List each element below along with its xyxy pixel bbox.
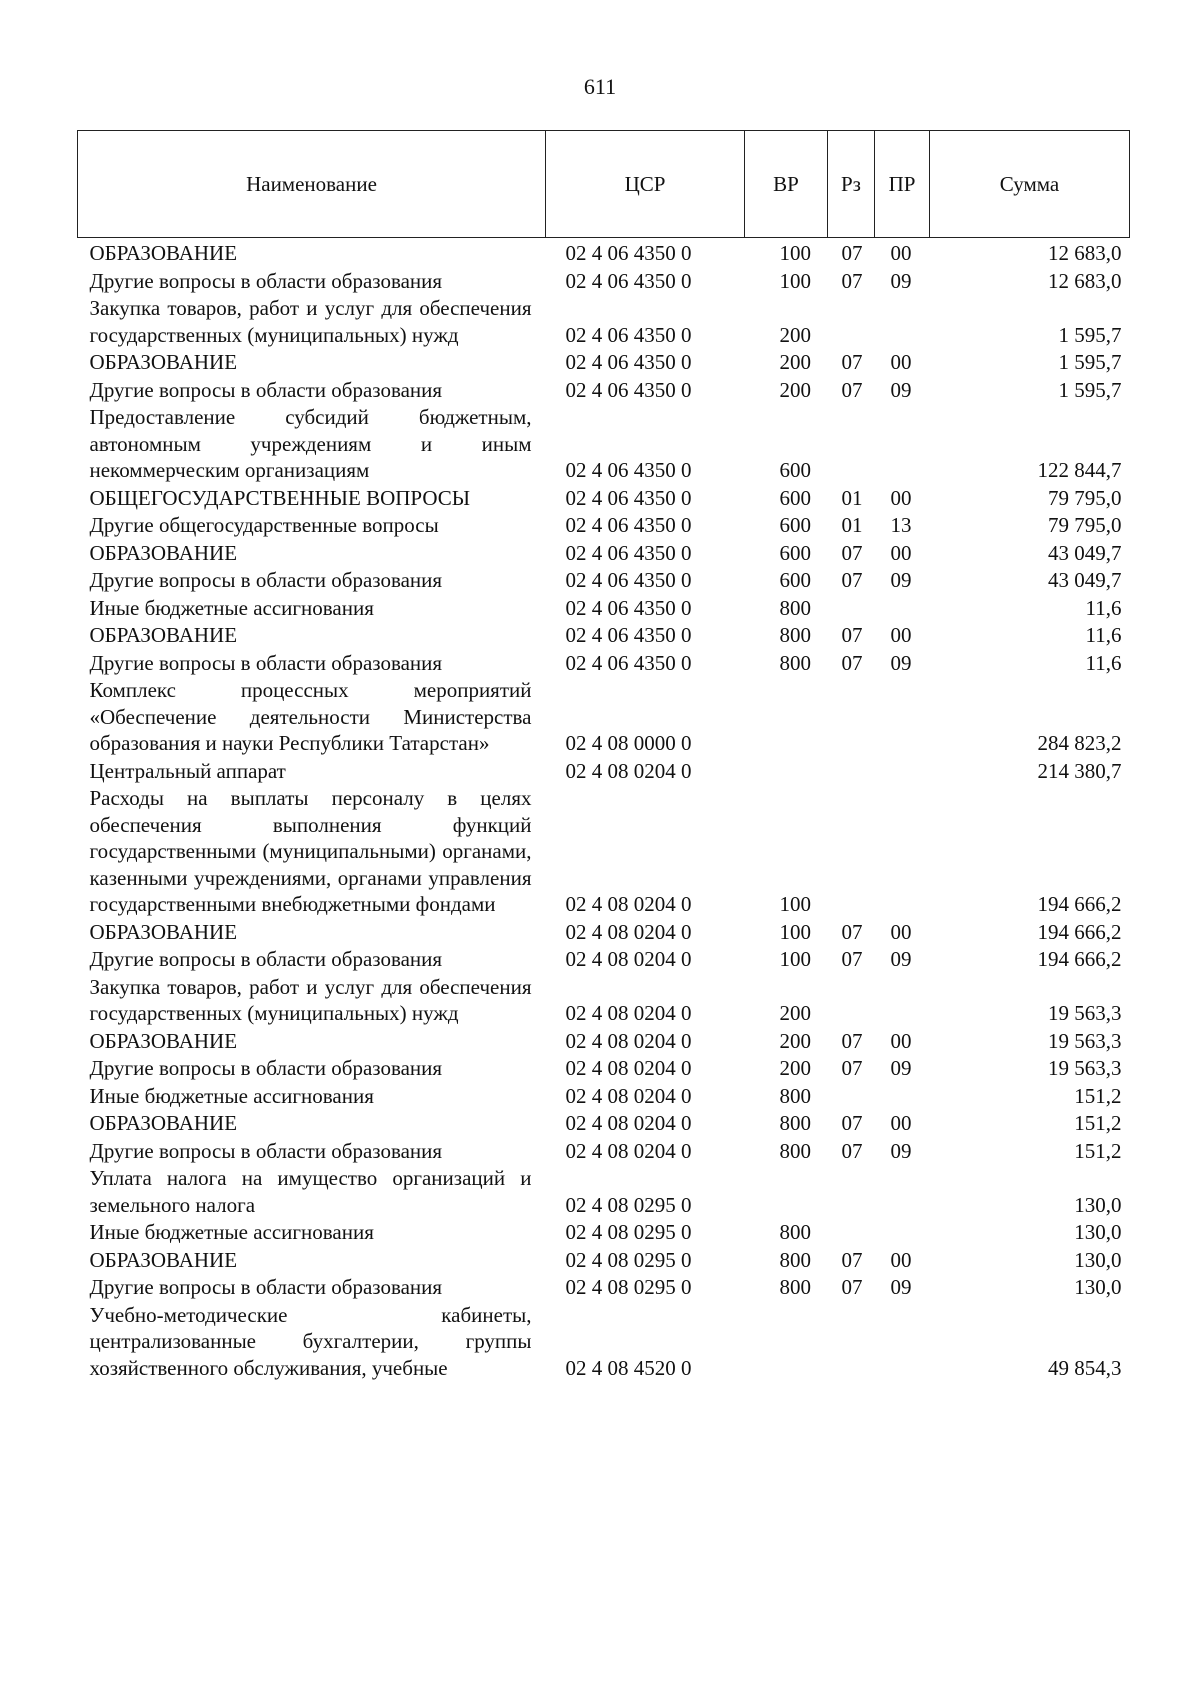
- cell-sum: 12 683,0: [1048, 241, 1122, 265]
- cell-vr: 600: [779, 458, 811, 482]
- cell-sum: 1 595,7: [1058, 322, 1122, 347]
- cell-name: Расходы на выплаты персоналу в целях обеспечения выполнения функций государственными (муниципальными) органами, казенными учреждениями, органами управления государственными внебюджетными фондами: [89, 786, 532, 916]
- cell-csr: 02 4 08 0204 0: [565, 1001, 692, 1025]
- table-row: [78, 404, 1130, 485]
- cell-vr: 800: [779, 1138, 811, 1163]
- table-row: [78, 1274, 1130, 1302]
- cell-pr: 09: [890, 268, 912, 293]
- table-row: [78, 512, 1130, 540]
- cell-pr: [875, 1083, 930, 1111]
- cell-name: ОБРАЗОВАНИЕ: [89, 350, 238, 374]
- header-pr: ПР: [875, 131, 930, 238]
- cell-vr: 100: [779, 268, 811, 293]
- cell-sum: 49 854,3: [1048, 1355, 1122, 1380]
- table-row: [78, 919, 1130, 947]
- cell-pr: [875, 1165, 930, 1219]
- cell-rz: [828, 295, 875, 349]
- cell-csr: 02 4 06 4350 0: [565, 458, 692, 482]
- cell-name: Другие вопросы в области образования: [89, 377, 443, 402]
- cell-vr: 800: [779, 650, 811, 675]
- cell-name: ОБРАЗОВАНИЕ: [89, 919, 238, 944]
- cell-csr: 02 4 08 0000 0: [565, 731, 692, 755]
- cell-rz: 01: [841, 513, 863, 537]
- cell-name: Другие вопросы в области образования: [89, 1056, 443, 1080]
- cell-rz: 07: [841, 540, 863, 565]
- cell-name: Закупка товаров, работ и услуг для обеспечения государственных (муниципальных) нужд: [89, 296, 532, 347]
- cell-name: Комплекс процессных мероприятий «Обеспечение деятельности Министерства образования и науки Республики Татарстан»: [89, 678, 532, 755]
- cell-vr: 100: [779, 892, 811, 916]
- cell-csr: 02 4 08 0204 0: [565, 1138, 692, 1163]
- cell-csr: 02 4 08 4520 0: [565, 1355, 692, 1380]
- cell-csr: 02 4 08 0204 0: [565, 758, 692, 783]
- cell-sum: 194 666,2: [1037, 947, 1122, 971]
- cell-name: Иные бюджетные ассигнования: [89, 595, 374, 620]
- cell-sum: 122 844,7: [1037, 458, 1122, 482]
- table-row: [78, 1219, 1130, 1247]
- cell-pr: [875, 758, 930, 786]
- cell-rz: [828, 974, 875, 1028]
- cell-pr: 00: [890, 1247, 912, 1272]
- cell-csr: 02 4 08 0204 0: [565, 892, 692, 916]
- cell-vr: 200: [779, 377, 811, 402]
- table-row: [78, 1165, 1130, 1219]
- cell-vr: [745, 1302, 828, 1383]
- cell-sum: 284 823,2: [1037, 731, 1122, 755]
- cell-sum: 130,0: [1074, 1247, 1122, 1272]
- cell-name: Учебно-методические кабинеты, централизованные бухгалтерии, группы хозяйственного обслуживания, учебные: [89, 1302, 532, 1380]
- cell-pr: 00: [890, 241, 912, 265]
- cell-csr: 02 4 08 0295 0: [565, 1275, 692, 1299]
- cell-pr: 09: [890, 650, 912, 675]
- cell-rz: 07: [841, 650, 863, 675]
- cell-csr: 02 4 06 4350 0: [565, 513, 692, 537]
- cell-vr: 100: [779, 947, 811, 971]
- cell-name: Другие вопросы в области образования: [89, 568, 443, 592]
- cell-pr: [875, 785, 930, 919]
- cell-rz: 07: [841, 241, 863, 265]
- cell-name: ОБЩЕГОСУДАРСТВЕННЫЕ ВОПРОСЫ: [89, 485, 471, 510]
- cell-sum: 12 683,0: [1048, 268, 1122, 293]
- cell-sum: 130,0: [1074, 1192, 1122, 1217]
- cell-name: Иные бюджетные ассигнования: [89, 1220, 374, 1244]
- cell-pr: [875, 1302, 930, 1383]
- cell-vr: [745, 677, 828, 758]
- cell-pr: 00: [890, 485, 912, 510]
- cell-csr: 02 4 08 0295 0: [565, 1247, 692, 1272]
- cell-name: Уплата налога на имущество организаций и земельного налога: [89, 1166, 532, 1217]
- cell-sum: 194 666,2: [1037, 892, 1122, 916]
- cell-vr: 200: [779, 1028, 811, 1053]
- table-row: [78, 650, 1130, 678]
- cell-sum: 194 666,2: [1037, 919, 1122, 944]
- cell-csr: 02 4 08 0204 0: [565, 919, 692, 944]
- cell-sum: 130,0: [1074, 1275, 1122, 1299]
- cell-rz: 07: [841, 1111, 863, 1135]
- cell-rz: 07: [841, 1138, 863, 1163]
- cell-pr: [875, 595, 930, 623]
- cell-name: Другие общегосударственные вопросы: [89, 513, 439, 537]
- cell-rz: [828, 404, 875, 485]
- cell-vr: [745, 1165, 828, 1219]
- table-row: [78, 485, 1130, 513]
- cell-pr: [875, 404, 930, 485]
- table-row: [78, 1028, 1130, 1056]
- cell-name: Другие вопросы в области образования: [89, 1275, 443, 1299]
- cell-sum: 43 049,7: [1048, 540, 1122, 565]
- cell-vr: [745, 758, 828, 786]
- cell-sum: 79 795,0: [1048, 485, 1122, 510]
- cell-vr: 200: [779, 1056, 811, 1080]
- cell-vr: 100: [779, 919, 811, 944]
- cell-name: Другие вопросы в области образования: [89, 1138, 443, 1163]
- cell-vr: 200: [779, 322, 811, 347]
- header-name: Наименование: [78, 131, 546, 238]
- cell-pr: 00: [890, 540, 912, 565]
- table-row: [78, 1247, 1130, 1275]
- cell-vr: 800: [779, 1083, 811, 1108]
- cell-sum: 11,6: [1085, 623, 1122, 647]
- table-row: [78, 238, 1130, 268]
- cell-csr: 02 4 06 4350 0: [565, 322, 692, 347]
- cell-csr: 02 4 06 4350 0: [565, 241, 692, 265]
- cell-pr: [875, 974, 930, 1028]
- cell-rz: 07: [841, 1247, 863, 1272]
- cell-name: Закупка товаров, работ и услуг для обеспечения государственных (муниципальных) нужд: [89, 974, 532, 1025]
- table-row: [78, 785, 1130, 919]
- cell-rz: 07: [841, 377, 863, 402]
- cell-csr: 02 4 08 0204 0: [565, 1056, 692, 1080]
- cell-csr: 02 4 06 4350 0: [565, 377, 692, 402]
- cell-csr: 02 4 08 0204 0: [565, 947, 692, 971]
- cell-vr: 100: [779, 241, 811, 265]
- table-row: [78, 1302, 1130, 1383]
- cell-vr: 600: [779, 568, 811, 592]
- cell-sum: 130,0: [1074, 1220, 1122, 1244]
- cell-csr: 02 4 06 4350 0: [565, 485, 692, 510]
- header-csr: ЦСР: [546, 131, 745, 238]
- cell-name: ОБРАЗОВАНИЕ: [89, 1028, 238, 1053]
- cell-sum: 151,2: [1074, 1111, 1122, 1135]
- table-row: [78, 268, 1130, 296]
- cell-rz: [828, 785, 875, 919]
- cell-sum: 19 563,3: [1048, 1028, 1122, 1053]
- cell-vr: 800: [779, 1111, 811, 1135]
- header-vr: ВР: [745, 131, 828, 238]
- cell-pr: 00: [890, 623, 912, 647]
- table-row: [78, 946, 1130, 974]
- cell-pr: 00: [890, 919, 912, 944]
- cell-rz: 01: [841, 485, 863, 510]
- cell-csr: 02 4 08 0204 0: [565, 1111, 692, 1135]
- cell-rz: 07: [841, 1028, 863, 1053]
- header-rz: Рз: [828, 131, 875, 238]
- table-row: [78, 295, 1130, 349]
- cell-name: ОБРАЗОВАНИЕ: [89, 623, 238, 647]
- budget-table: [77, 130, 1130, 1382]
- cell-name: Другие вопросы в области образования: [89, 947, 443, 971]
- cell-pr: [875, 677, 930, 758]
- cell-vr: 200: [779, 350, 811, 374]
- cell-sum: 214 380,7: [1037, 758, 1122, 783]
- cell-vr: 600: [779, 513, 811, 537]
- cell-vr: 600: [779, 540, 811, 565]
- cell-rz: [828, 758, 875, 786]
- cell-csr: 02 4 06 4350 0: [565, 268, 692, 293]
- table-row: [78, 1110, 1130, 1138]
- cell-rz: [828, 1165, 875, 1219]
- table-row: [78, 567, 1130, 595]
- cell-rz: [828, 1083, 875, 1111]
- cell-rz: [828, 1219, 875, 1247]
- cell-sum: 43 049,7: [1048, 568, 1122, 592]
- cell-csr: 02 4 06 4350 0: [565, 650, 692, 675]
- cell-csr: 02 4 08 0204 0: [565, 1083, 692, 1108]
- table-row: [78, 595, 1130, 623]
- cell-name: ОБРАЗОВАНИЕ: [89, 1111, 238, 1135]
- cell-pr: [875, 295, 930, 349]
- cell-pr: 09: [890, 1056, 912, 1080]
- cell-sum: 151,2: [1074, 1083, 1122, 1108]
- cell-rz: 07: [841, 1056, 863, 1080]
- table-row: [78, 540, 1130, 568]
- cell-rz: [828, 1302, 875, 1383]
- cell-sum: 11,6: [1085, 595, 1122, 620]
- cell-name: Центральный аппарат: [89, 758, 286, 783]
- cell-name: Другие вопросы в области образования: [89, 650, 443, 675]
- cell-rz: 07: [841, 623, 863, 647]
- cell-csr: 02 4 06 4350 0: [565, 595, 692, 620]
- cell-vr: 800: [779, 1275, 811, 1299]
- cell-pr: 09: [890, 568, 912, 592]
- cell-csr: 02 4 08 0204 0: [565, 1028, 692, 1053]
- cell-name: Предоставление субсидий бюджетным, автономным учреждениям и иным некоммерческим организациям: [89, 405, 532, 482]
- page-number: 611: [583, 74, 617, 99]
- table-header: [78, 131, 1130, 238]
- table-row: [78, 974, 1130, 1028]
- cell-pr: 09: [890, 947, 912, 971]
- table-row: [78, 1083, 1130, 1111]
- cell-sum: 151,2: [1074, 1138, 1122, 1163]
- cell-csr: 02 4 06 4350 0: [565, 568, 692, 592]
- table-row: [78, 377, 1130, 405]
- cell-csr: 02 4 06 4350 0: [565, 623, 692, 647]
- cell-rz: [828, 595, 875, 623]
- cell-pr: 13: [890, 513, 912, 537]
- cell-rz: 07: [841, 919, 863, 944]
- cell-csr: 02 4 06 4350 0: [565, 350, 692, 374]
- cell-csr: 02 4 08 0295 0: [565, 1220, 692, 1244]
- cell-sum: 11,6: [1085, 650, 1122, 675]
- header-sum: Сумма: [930, 131, 1130, 238]
- cell-sum: 1 595,7: [1058, 350, 1122, 374]
- cell-sum: 19 563,3: [1048, 1001, 1122, 1025]
- cell-vr: 600: [779, 485, 811, 510]
- cell-name: Другие вопросы в области образования: [89, 268, 443, 293]
- cell-pr: 09: [890, 1138, 912, 1163]
- cell-rz: 07: [841, 1275, 863, 1299]
- cell-vr: 800: [779, 595, 811, 620]
- cell-vr: 200: [779, 1001, 811, 1025]
- table-row: [78, 622, 1130, 650]
- cell-pr: 00: [890, 350, 912, 374]
- table-row: [78, 1055, 1130, 1083]
- cell-rz: 07: [841, 947, 863, 971]
- cell-rz: 07: [841, 268, 863, 293]
- cell-name: Иные бюджетные ассигнования: [89, 1083, 374, 1108]
- cell-csr: 02 4 06 4350 0: [565, 540, 692, 565]
- cell-sum: 79 795,0: [1048, 513, 1122, 537]
- cell-pr: 09: [890, 377, 912, 402]
- cell-pr: 00: [890, 1028, 912, 1053]
- cell-csr: 02 4 08 0295 0: [565, 1192, 692, 1217]
- cell-vr: 800: [779, 1220, 811, 1244]
- cell-vr: 800: [779, 623, 811, 647]
- cell-name: ОБРАЗОВАНИЕ: [89, 540, 238, 565]
- cell-name: ОБРАЗОВАНИЕ: [89, 241, 238, 265]
- cell-pr: 09: [890, 1275, 912, 1299]
- table-body: [78, 238, 1130, 1383]
- table-row: [78, 1138, 1130, 1166]
- cell-name: ОБРАЗОВАНИЕ: [89, 1247, 238, 1272]
- cell-rz: 07: [841, 568, 863, 592]
- cell-pr: 00: [890, 1111, 912, 1135]
- table-row: [78, 349, 1130, 377]
- cell-sum: 1 595,7: [1058, 377, 1122, 402]
- cell-rz: [828, 677, 875, 758]
- table-row: [78, 677, 1130, 758]
- cell-pr: [875, 1219, 930, 1247]
- cell-vr: 800: [779, 1247, 811, 1272]
- cell-sum: 19 563,3: [1048, 1056, 1122, 1080]
- cell-rz: 07: [841, 350, 863, 374]
- table-row: [78, 758, 1130, 786]
